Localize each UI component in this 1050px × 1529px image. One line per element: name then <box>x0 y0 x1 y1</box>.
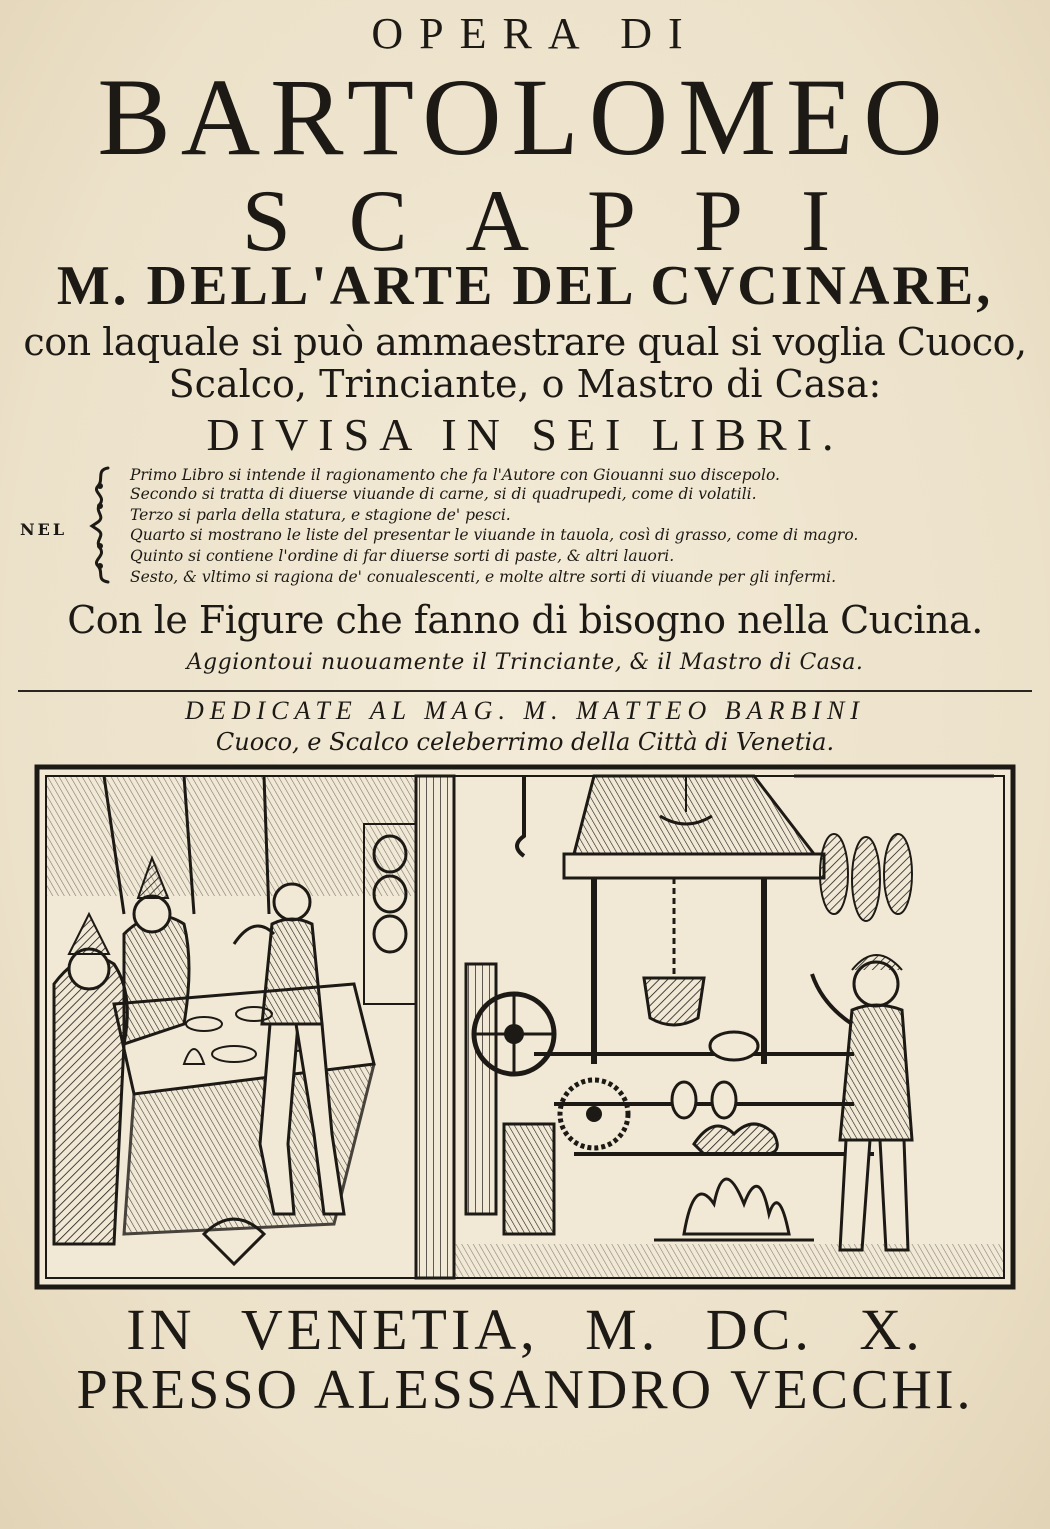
dedication-line-2: Cuoco, e Scalco celeberrimo della Città di Venetia. <box>215 728 835 756</box>
author-first-name: BARTOLOMEO <box>97 56 953 178</box>
nel-label: NEL <box>20 520 68 539</box>
aggiunto-line: Aggiontoui nuouamente il Trinciante, & il Mastro di Casa. <box>186 650 864 675</box>
book-item: Secondo si tratta di diuerse viuande di carne, si di quadrupedi, come di volatili. <box>130 485 757 503</box>
book-item: Sesto, & vltimo si ragiona de' conualescenti, e molte altre sorti di viuande per gli infermi. <box>130 568 836 586</box>
book-item: Primo Libro si intende il ragionamento che fa l'Autore con Giouanni suo discepolo. <box>130 466 780 484</box>
books-list <box>0 466 1050 596</box>
book-item: Quarto si mostrano le liste del presentar le viuande in tauola, così di grasso, come di magro. <box>130 526 859 544</box>
author-last-name: SCAPPI <box>241 173 889 270</box>
kitchen-woodcut-illustration <box>34 764 1016 1290</box>
divisa-heading: DIVISA IN SEI LIBRI. <box>206 409 844 460</box>
opera-heading: OPERA DI <box>371 9 699 58</box>
figures-line: Con le Figure che fanno di bisogno nella Cucina. <box>67 598 983 642</box>
imprint-printer: PRESSO ALESSANDRO VECCHI. <box>76 1359 974 1421</box>
divider-rule <box>18 690 1032 692</box>
subtitle-line-2: Scalco, Trinciante, o Mastro di Casa: <box>168 362 882 406</box>
brace-ornament-icon <box>84 466 118 584</box>
subtitle-line-1: con laquale si può ammaestrare qual si voglia Cuoco, <box>23 320 1027 364</box>
dedication-line-1: DEDICATE AL MAG. M. MATTEO BARBINI <box>185 696 865 725</box>
book-item: Quinto si contiene l'ordine di far diuerse sorti di paste, & altri lauori. <box>130 547 675 565</box>
book-item: Terzo si parla della statura, e stagione de' pesci. <box>130 506 511 524</box>
art-line: M. DELL'ARTE DEL CVCINARE, <box>56 255 994 317</box>
imprint-place-date: IN VENETIA, M. DC. X. <box>126 1297 924 1362</box>
